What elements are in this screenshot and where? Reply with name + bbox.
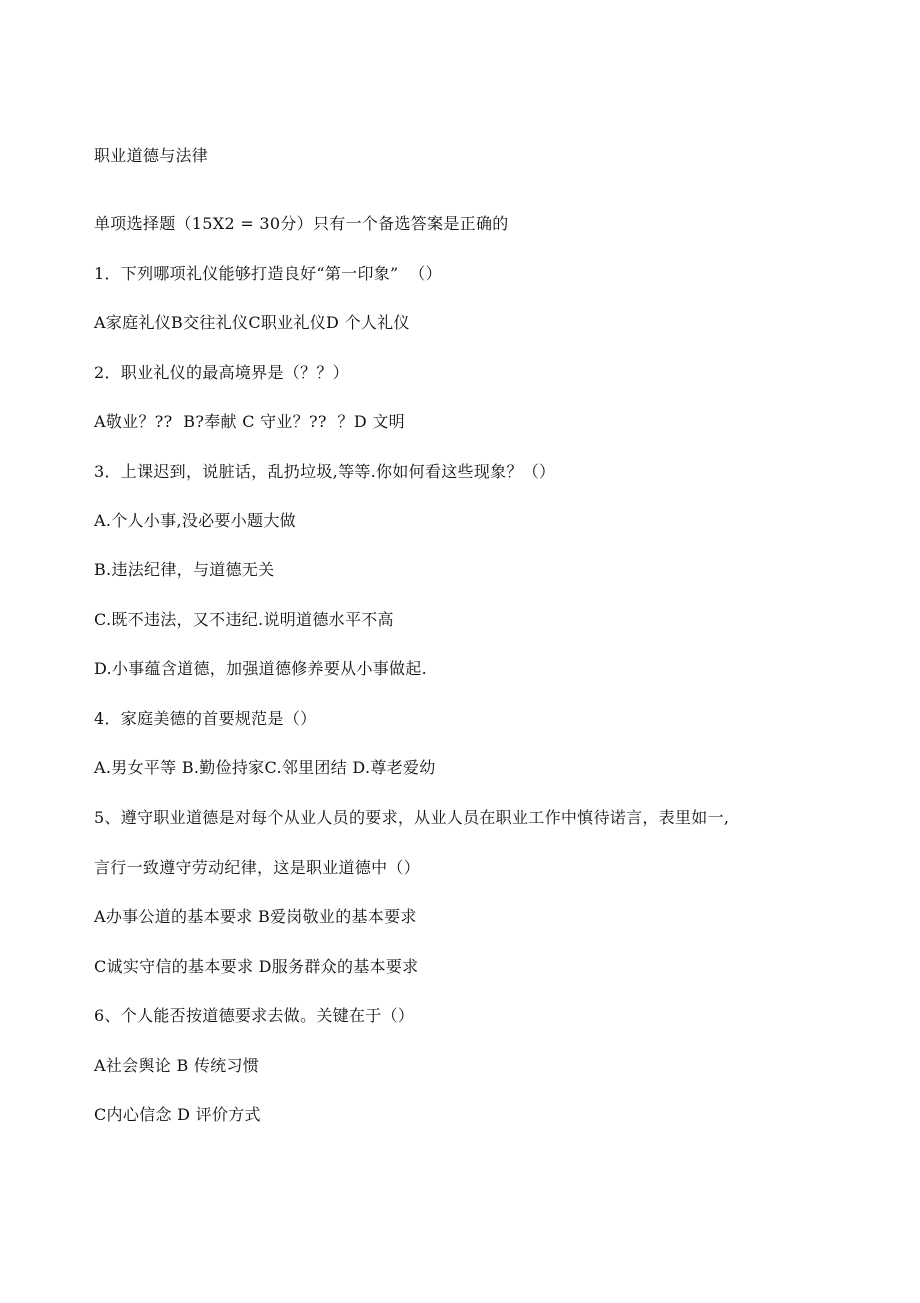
document-title: 职业道德与法律 [94, 146, 209, 165]
question-2-options: A敬业？?? B?奉献 C 守业？?? ？D 文明 [94, 412, 405, 431]
question-6-options-cd: C内心信念 D 评价方式 [94, 1105, 261, 1124]
question-5-options-ab: A办事公道的基本要求 B爱岗敬业的基本要求 [94, 907, 417, 926]
question-6-options-ab: A社会舆论 B 传统习惯 [94, 1056, 260, 1075]
question-2: 2．职业礼仪的最高境界是（？？） [94, 363, 349, 382]
question-5-options-cd: C诚实守信的基本要求 D服务群众的基本要求 [94, 957, 419, 976]
question-4-options: A.男女平等 B.勤俭持家C.邻里团结 D.尊老爱幼 [94, 758, 436, 777]
question-5-line-1: 5、遵守职业道德是对每个从业人员的要求，从业人员在职业工作中慎待诺言，表里如一, [94, 808, 730, 827]
question-1-options: A家庭礼仪B交往礼仪C职业礼仪D 个人礼仪 [94, 313, 410, 332]
section-header: 单项选择题（15X2 = 30分）只有一个备选答案是正确的 [94, 214, 509, 233]
question-3-option-b: B.违法纪律，与道德无关 [94, 560, 275, 579]
question-5-line-2: 言行一致遵守劳动纪律，这是职业道德中（） [94, 858, 421, 877]
question-3: 3．上课迟到，说脏话，乱扔垃圾,等等.你如何看这些现象？（） [94, 462, 556, 481]
question-3-option-c: C.既不违法，又不违纪.说明道德水平不高 [94, 610, 394, 629]
question-6: 6、个人能否按道德要求去做。关键在于（） [94, 1006, 415, 1025]
question-4: 4．家庭美德的首要规范是（） [94, 709, 317, 728]
question-1: 1．下列哪项礼仪能够打造良好“第一印象” （） [94, 264, 442, 283]
question-3-option-d: D.小事蕴含道德，加强道德修养要从小事做起. [94, 659, 428, 678]
question-3-option-a: A.个人小事,没必要小题大做 [94, 511, 296, 530]
